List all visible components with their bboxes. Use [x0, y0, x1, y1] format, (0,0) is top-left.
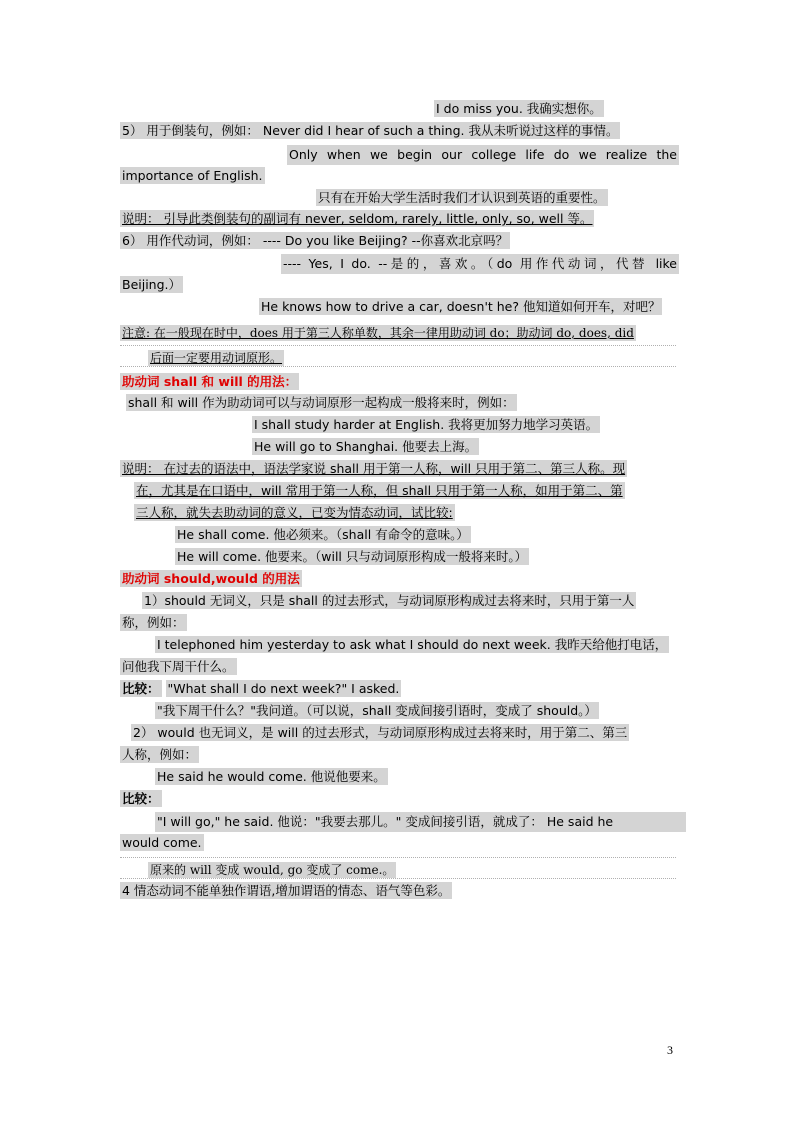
text-line: He will come. 他要来。（will 只与动词原形构成一般将来时。）: [177, 549, 528, 564]
note-line: 说明： 引导此类倒装句的副词有 never, seldom, rarely, little, only, so, well 等。: [122, 211, 593, 226]
dotted-divider: [120, 345, 676, 346]
text-line: would come.: [122, 835, 202, 850]
text-line: He knows how to drive a car, doesn't he? 他知道如何开车，对吧？: [261, 299, 661, 314]
text-line: He said he would come. 他说他要来。: [157, 769, 386, 784]
section-heading: 助动词 should,would 的用法: [122, 571, 300, 586]
text-line: I telephoned him yesterday to ask what I should do next week. 我昨天给他打电话，: [157, 637, 668, 652]
page-number: 3: [667, 1043, 673, 1057]
text-line: "我下周干什么？"我问道。（可以说，shall 变成间接引语时，变成了 should。）: [157, 703, 597, 718]
text-line: 只有在开始大学生活时我们才认识到英语的重要性。: [318, 190, 606, 205]
text-line: Beijing.）: [122, 277, 182, 292]
note-line: 三人称，就失去助动词的意义，已变为情态动词，试比较:: [136, 505, 453, 520]
text-line: shall 和 will 作为助动词可以与动词原形一起构成一般将来时，例如：: [128, 395, 515, 410]
text-line: "What shall I do next week?" I asked.: [167, 681, 400, 696]
text-line: ---- Yes, I do. --是的，喜欢。（do 用作代动词，代替 like: [281, 254, 679, 274]
text-line: "I will go," he said. 他说："我要去那儿。" 变成间接引语，就成了： He said he: [155, 812, 686, 832]
text-line: 称，例如：: [122, 615, 185, 630]
text-line: Only when we begin our college life do we realize the: [287, 145, 679, 165]
note-line: 后面一定要用动词原形。: [150, 351, 283, 365]
dotted-divider: [120, 878, 676, 879]
text-line: 人称，例如：: [122, 747, 198, 762]
compare-label: 比较：: [122, 791, 160, 806]
text-line: 4 情态动词不能单独作谓语,增加谓语的情态、语气等色彩。: [122, 883, 451, 898]
text-line: 问他我下周干什么。: [122, 659, 235, 674]
text-line: 6） 用作代动词，例如： ---- Do you like Beijing? --你喜欢北京吗？: [122, 233, 509, 248]
text-line: 5） 用于倒装句，例如： Never did I hear of such a thing. 我从未听说过这样的事情。: [122, 123, 619, 138]
note-line: 说明： 在过去的语法中，语法学家说 shall 用于第一人称，will 只用于第二、第三人称。现: [122, 461, 626, 476]
note-line: 注意: 在一般现在时中，does 用于第三人称单数，其余一律用助动词 do；助动词 do, does, did: [122, 326, 634, 340]
text-line: I do miss you. 我确实想你。: [436, 101, 602, 116]
text-line: I shall study harder at English. 我将更加努力地学习英语。: [254, 417, 599, 432]
text-line: 原来的 will 变成 would, go 变成了 come.。: [150, 863, 395, 877]
dotted-divider: [120, 366, 676, 367]
compare-label: 比较：: [122, 681, 160, 696]
text-line: importance of English.: [122, 168, 263, 183]
text-line: He will go to Shanghai. 他要去上海。: [254, 439, 478, 454]
note-line: 在，尤其是在口语中，will 常用于第一人称，但 shall 只用于第一人称，如用于第二、第: [136, 483, 623, 498]
text-line: 2） would 也无词义，是 will 的过去形式，与动词原形构成过去将来时，用于第二、第三: [133, 725, 628, 740]
dotted-divider: [120, 857, 676, 858]
text-line: He shall come. 他必须来。（shall 有命令的意味。）: [177, 527, 469, 542]
text-line: 1）should 无词义，只是 shall 的过去形式，与动词原形构成过去将来时，只用于第一人: [144, 593, 635, 608]
section-heading: 助动词 shall 和 will 的用法：: [122, 374, 298, 389]
